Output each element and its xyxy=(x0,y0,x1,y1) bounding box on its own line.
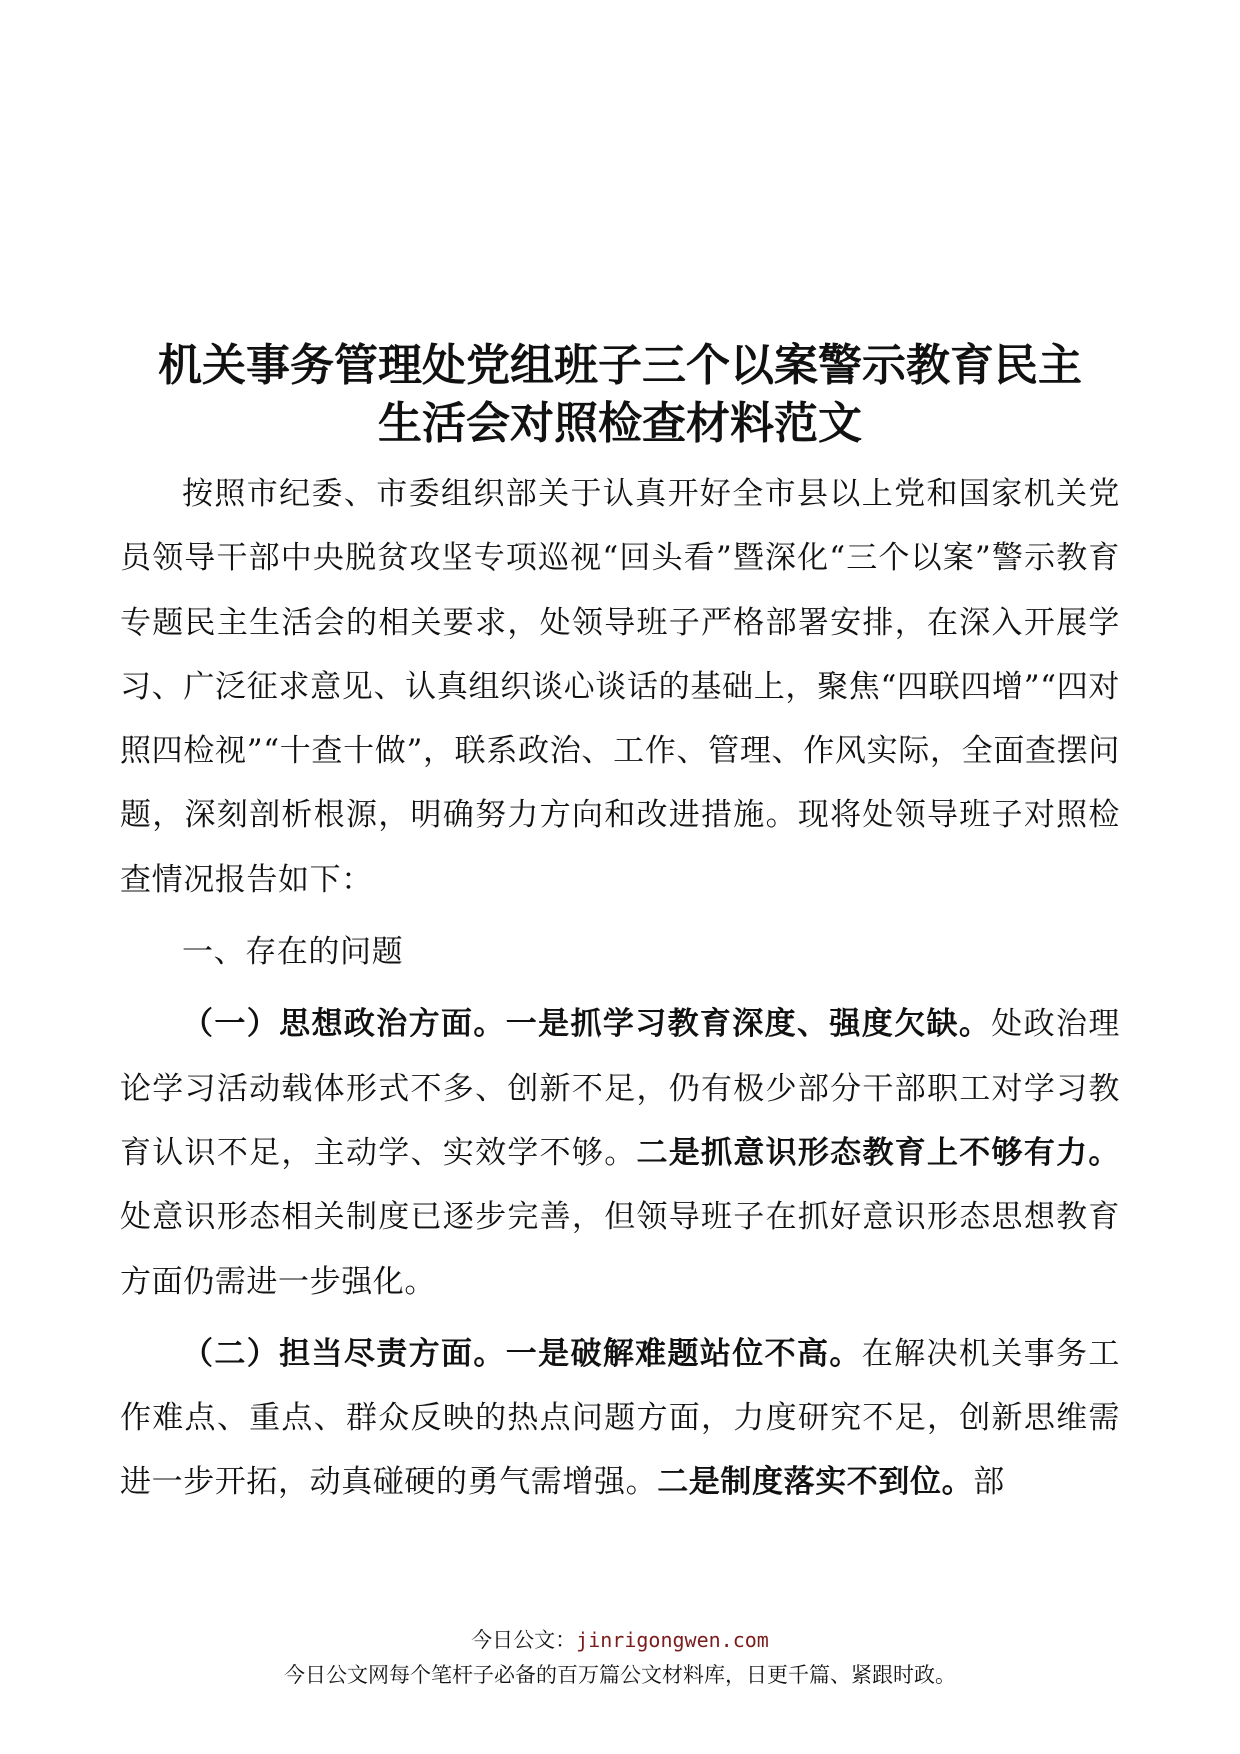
text-responsibility-2: 部 xyxy=(973,1464,1005,1501)
intro-paragraph: 按照市纪委、市委组织部关于认真开好全市县以上党和国家机关党员领导干部中央脱贫攻坚专项巡视“回头看”暨深化“三个以案”警示教育专题民主生活会的相关要求，处领导班子严格部署安排，在深入开展学习、广泛征求意见、认真组织谈心谈话的基础上，聚焦“四联四增”“四对照四检视”“十查十做”，联系政治、工作、管理、作风实际，全面查摆问题，深刻剖析根源，明确努力方向和改进措施。现将处领导班子对照检查情况报告如下： xyxy=(120,476,1120,898)
footer-tagline: 今日公文网每个笔杆子必备的百万篇公文材料库，日更千篇、紧跟时政。 xyxy=(284,1663,956,1687)
paragraph-responsibility xyxy=(120,1322,1120,1515)
text-ideological-2: 处意识形态相关制度已逐步完善，但领导班子在抓好意识形态思想教育方面仍需进一步强化。 xyxy=(120,1199,1120,1300)
text-ideological-1: 处政治理论学习活动载体形式不多、创新不足，仍有极少部分干部职工对学习教育认识不足，主动学、实效学不够。 xyxy=(120,1006,1120,1171)
document-body xyxy=(120,462,1120,1515)
paragraph-ideological-political xyxy=(120,992,1120,1313)
bold-point-ideology-education: 二是抓意识形态教育上不够有力。 xyxy=(636,1134,1120,1171)
text-responsibility-1: 在解决机关事务工作难点、重点、群众反映的热点问题方面，力度研究不足，创新思维需进一步开拓，动真碰硬的勇气需增强。 xyxy=(120,1335,1120,1501)
section-heading-problems: 一、存在的问题 xyxy=(182,934,404,971)
bold-lead-responsibility: （二）担当尽责方面。一是破解难题站位不高。 xyxy=(182,1335,862,1372)
footer-source-line xyxy=(0,1625,1240,1655)
bold-point-system-implementation: 二是制度落实不到位。 xyxy=(657,1464,974,1501)
document-title-line-1: 机关事务管理处党组班子三个以案警示教育民主 xyxy=(158,340,1082,391)
document-title-line-2: 生活会对照检查材料范文 xyxy=(378,398,862,449)
footer-label: 今日公文： xyxy=(471,1628,577,1652)
bold-lead-ideological: （一）思想政治方面。一是抓学习教育深度、强度欠缺。 xyxy=(182,1006,992,1043)
footer-url-link[interactable]: jinrigongwen.com xyxy=(576,1628,769,1652)
